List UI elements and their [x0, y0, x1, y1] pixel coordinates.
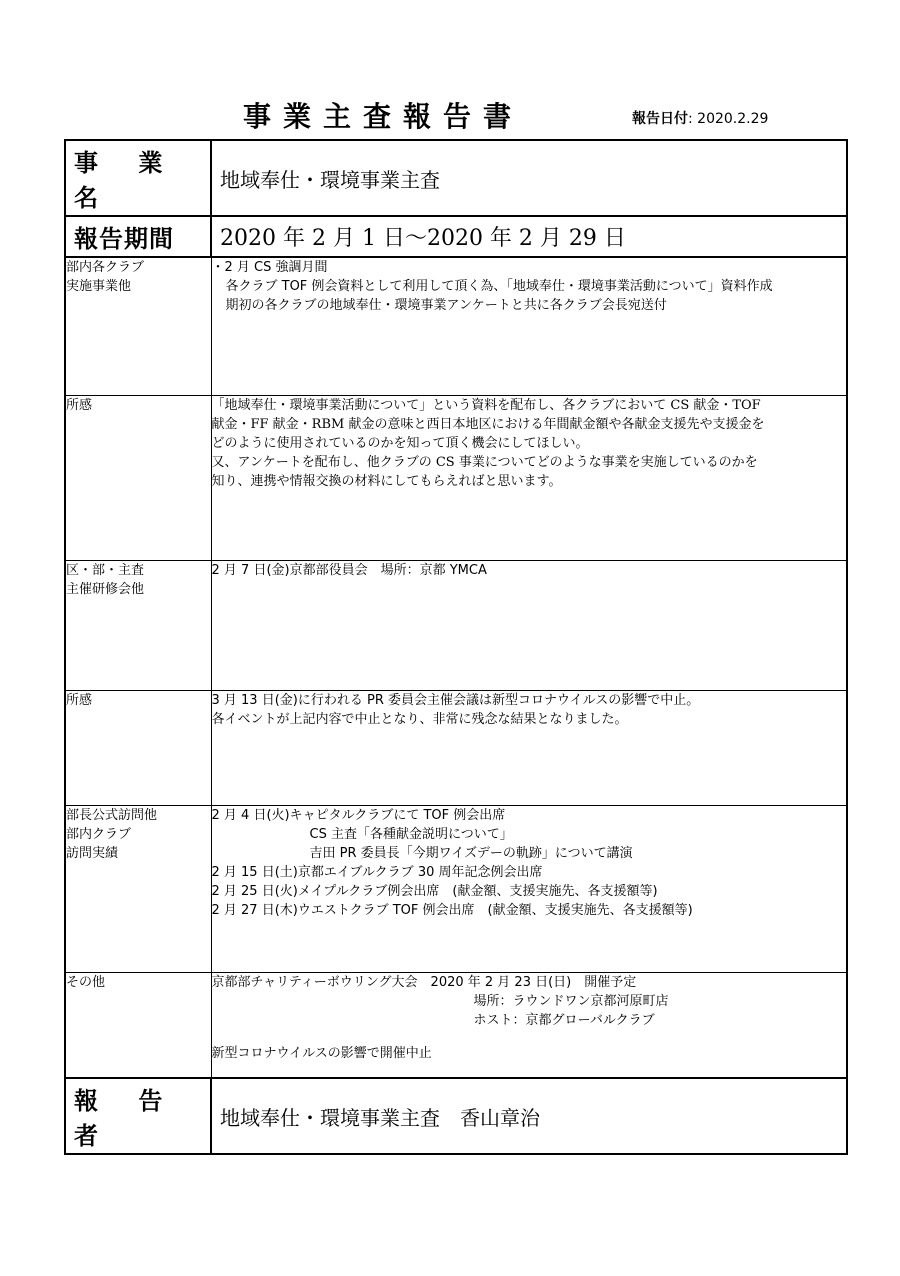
club-events-label-line: 実施事業他: [66, 279, 132, 294]
training-label-line: 主催研修会他: [66, 582, 145, 597]
impression-2-label: 所感: [65, 691, 211, 806]
visits-line: 吉田 PR 委員長「今期ワイズデーの軌跡」について講演: [309, 846, 633, 861]
visits-line: CS 主査「各種献金説明について」: [309, 827, 513, 842]
other-line: 京都部チャリティーボウリング大会 2020 年 2 月 23 日(日) 開催予定: [211, 975, 637, 990]
row-training: [65, 561, 847, 691]
other-line: ホスト：京都グローバルクラブ: [473, 1013, 655, 1028]
row-visits: [65, 806, 847, 973]
project-name-value: 地域奉仕・環境事業主査: [211, 140, 847, 216]
training-line: 2 月 7 日(金)京都部役員会 場所：京都 YMCA: [211, 563, 487, 578]
visits-label-line: 部長公式訪問他: [66, 808, 158, 823]
club-events-line: 各クラブ TOF 例会資料として利用して頂く為、「地域奉仕・環境事業活動について」資料作成: [225, 279, 773, 294]
row-report-period: [65, 216, 847, 257]
visits-label-line: 訪問実績: [66, 846, 119, 861]
project-name-label: 事 業 名: [65, 140, 211, 216]
row-reporter: [65, 1078, 847, 1154]
club-events-label-line: 部内各クラブ: [66, 260, 145, 275]
report-date: [632, 108, 768, 128]
impression-2-line: 3 月 13 日(金)に行われる PR 委員会主催会議は新型コロナウイルスの影響で中止。: [211, 693, 700, 708]
club-events-content: [211, 257, 847, 396]
visits-line: 2 月 15 日(土)京都エイブルクラブ 30 周年記念例会出席: [211, 865, 543, 880]
club-events-label: [65, 257, 211, 396]
visits-line: 2 月 25 日(火)メイプルクラブ例会出席 (献金額、支援実施先、各支援額等): [211, 884, 658, 899]
report-period-value: 2020 年 2 月 1 日～2020 年 2 月 29 日: [211, 216, 847, 257]
other-label: その他: [65, 973, 211, 1079]
impression-1-line: 献金・FF 献金・RBM 献金の意味と西日本地区における年間献金額や各献金支援先や支援金を: [211, 417, 765, 432]
row-impression-1: [65, 396, 847, 561]
impression-2-content: [211, 691, 847, 806]
impression-1-content: [211, 396, 847, 561]
impression-1-line: 又、アンケートを配布し、他クラブの CS 事業についてどのような事業を実施しているのかを: [211, 455, 758, 470]
document-title: 事業主査報告書: [243, 100, 524, 133]
visits-line: 2 月 27 日(木)ウエストクラブ TOF 例会出席 (献金額、支援実施先、各支援額等): [211, 903, 693, 918]
report-date-value: : 2020.2.29: [688, 111, 769, 127]
club-events-line: ・2 月 CS 強調月間: [211, 260, 328, 275]
row-club-events: [65, 257, 847, 396]
visits-label-line: 部内クラブ: [66, 827, 132, 842]
report-period-label: 報告期間: [65, 216, 211, 257]
impression-1-line: 知り、連携や情報交換の材料にしてもらえればと思います。: [211, 474, 562, 489]
row-project-name: [65, 140, 847, 216]
visits-label: [65, 806, 211, 973]
report-table: [64, 139, 848, 1155]
other-content: [211, 973, 847, 1079]
training-label-line: 区・部・主査: [66, 563, 145, 578]
impression-1-label: 所感: [65, 396, 211, 561]
impression-1-line: 「地域奉仕・環境事業活動について」という資料を配布し、各クラブにおいて CS 献金・TOF: [211, 398, 761, 413]
reporter-label: 報 告 者: [65, 1078, 211, 1154]
impression-2-line: 各イベントが上記内容で中止となり、非常に残念な結果となりました。: [211, 712, 628, 727]
club-events-line: 期初の各クラブの地域奉仕・環境事業アンケートと共に各クラブ会長宛送付: [225, 298, 667, 313]
row-impression-2: [65, 691, 847, 806]
reporter-value: 地域奉仕・環境事業主査 香山章治: [211, 1078, 847, 1154]
row-other: [65, 973, 847, 1079]
other-line: 場所：ラウンドワン京都河原町店: [473, 994, 669, 1009]
other-line: 新型コロナウイルスの影響で開催中止: [211, 1046, 432, 1061]
visits-line: 2 月 4 日(火)キャピタルクラブにて TOF 例会出席: [211, 808, 506, 823]
training-label: [65, 561, 211, 691]
training-content: [211, 561, 847, 691]
visits-content: [211, 806, 847, 973]
impression-1-line: どのように使用されているのかを知って頂く機会にしてほしい。: [211, 436, 589, 451]
report-date-label: 報告日付: [632, 111, 688, 127]
